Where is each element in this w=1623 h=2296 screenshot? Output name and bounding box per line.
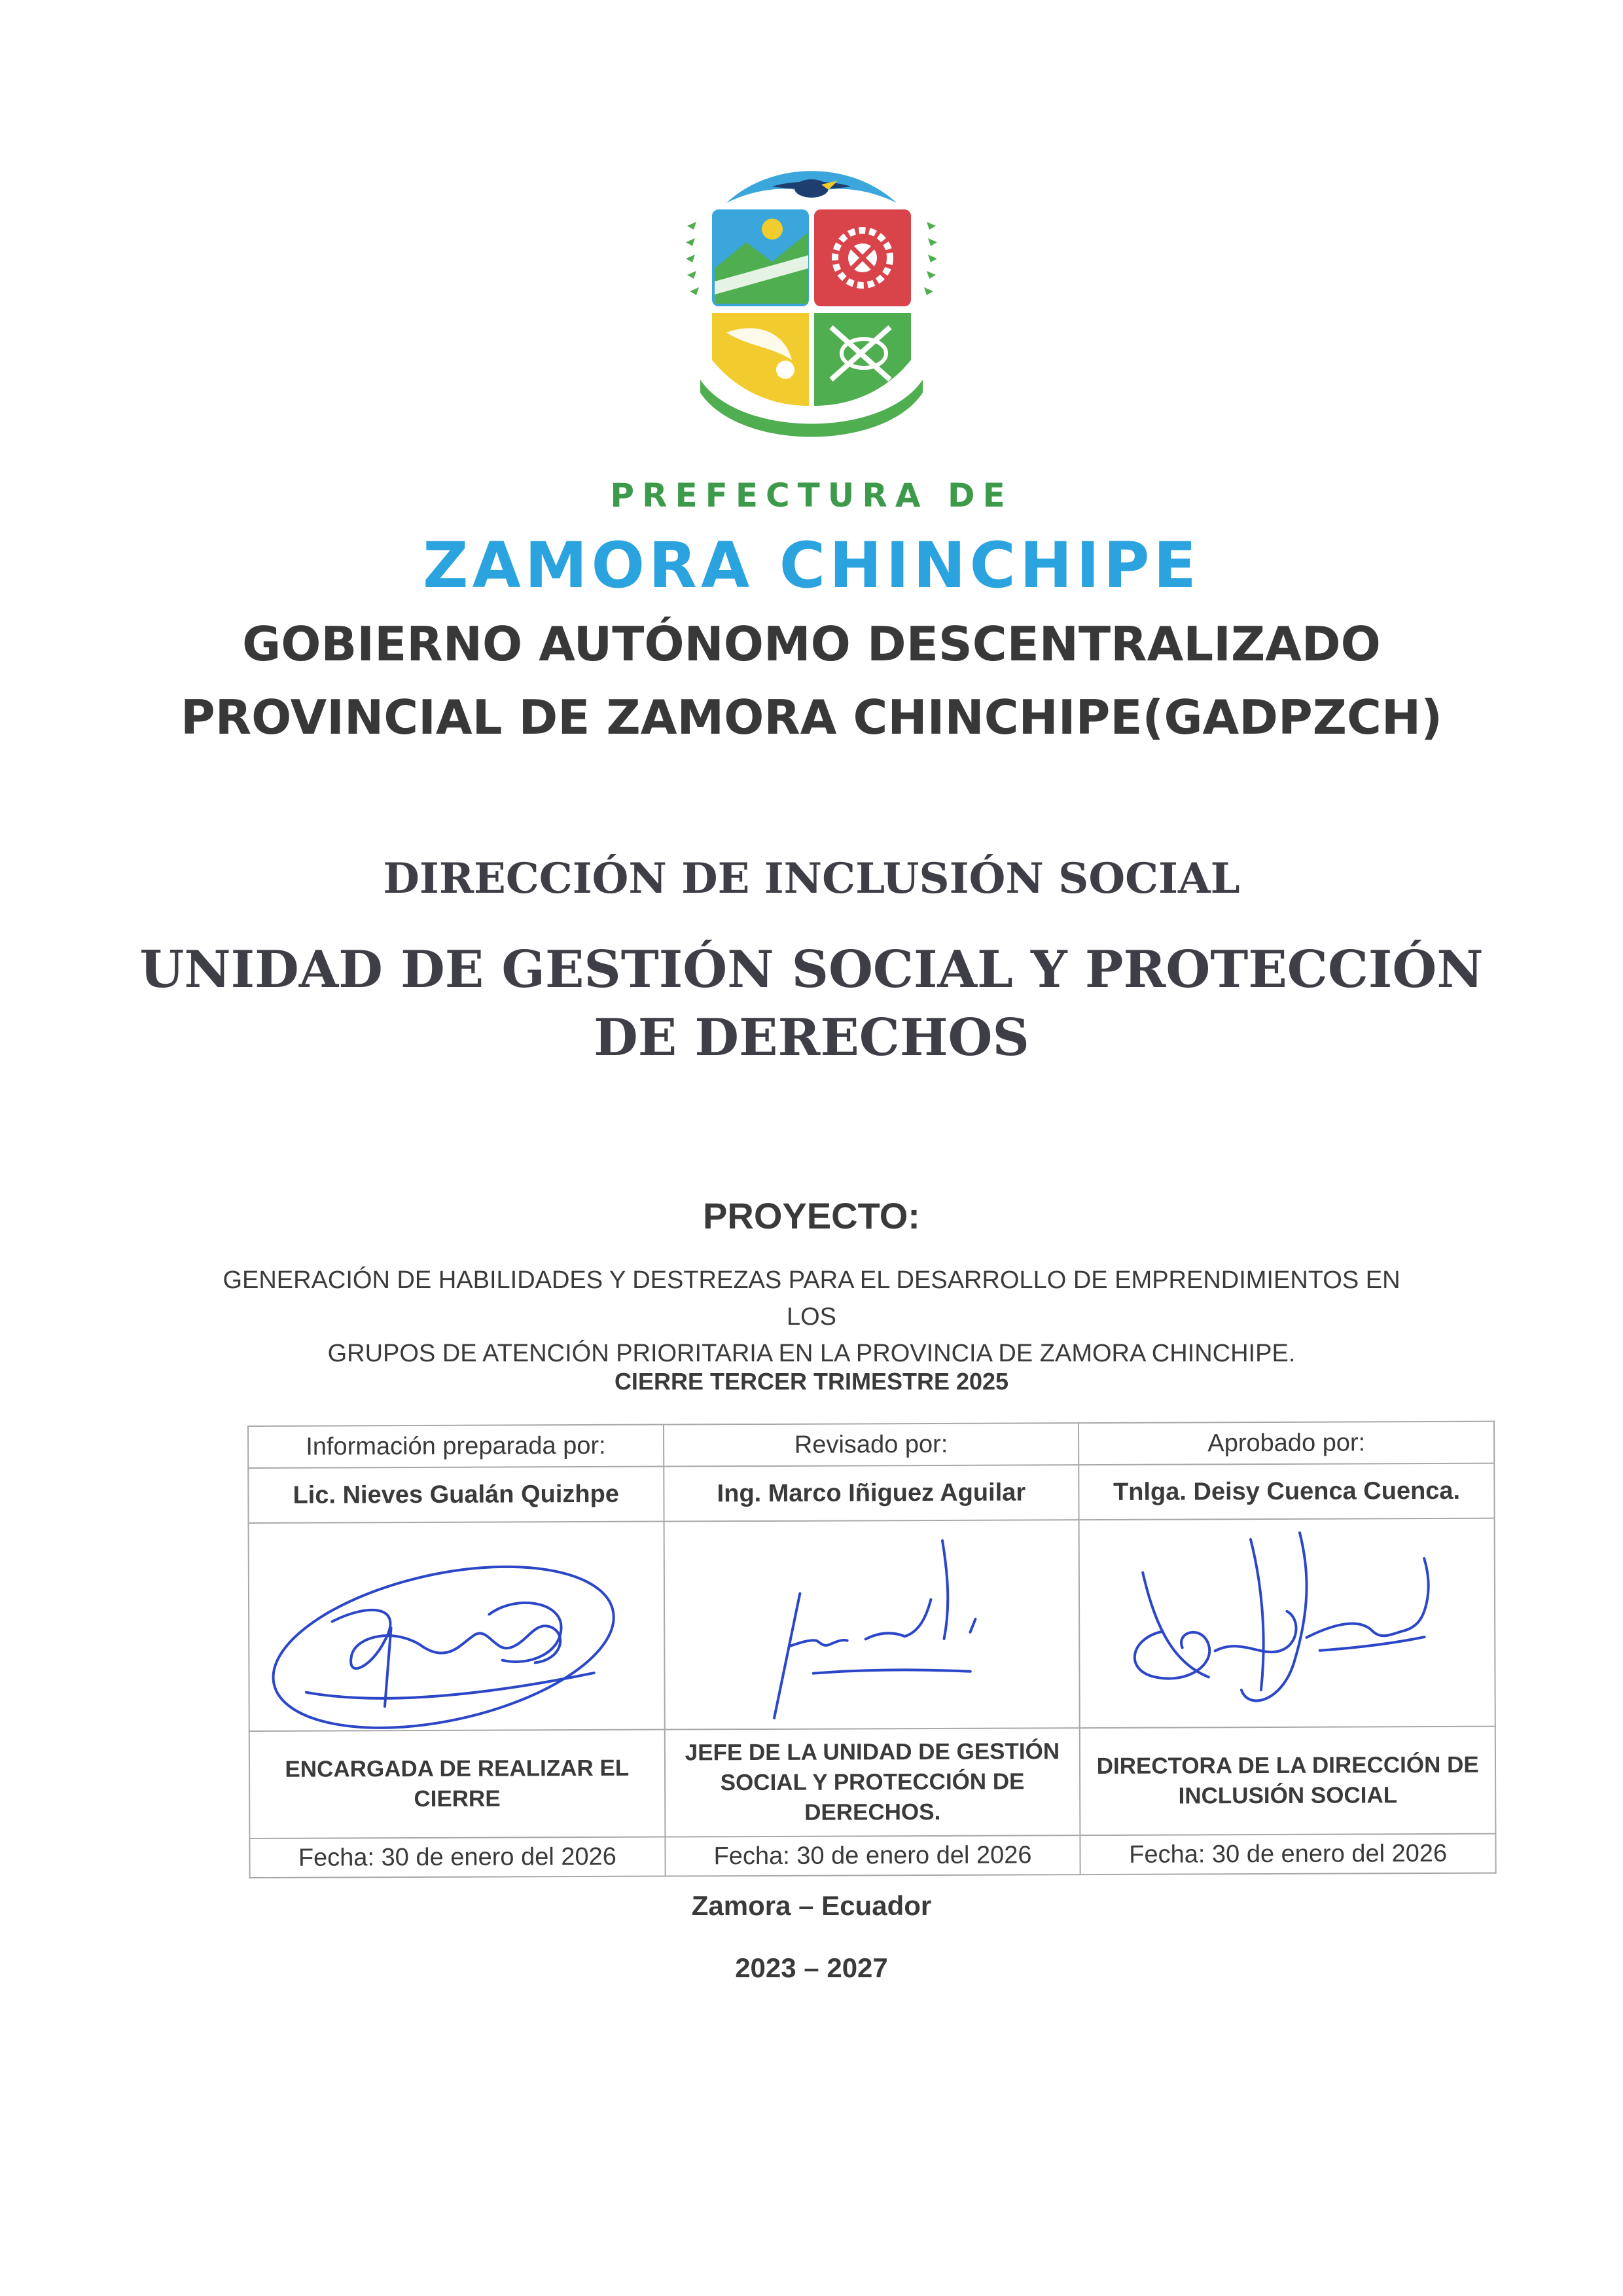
reviewer-signature-cell (664, 1520, 1080, 1729)
prefectura-label: PREFECTURA DE (610, 476, 1013, 514)
direccion-heading: DIRECCIÓN DE INCLUSIÓN SOCIAL (383, 854, 1240, 903)
approver-signature-cell (1079, 1518, 1495, 1728)
reviewer-name: Ing. Marco Iñiguez Aguilar (664, 1465, 1079, 1521)
gobierno-line-2: PROVINCIAL DE ZAMORA CHINCHIPE(GADPZCH) (180, 690, 1443, 745)
unidad-line-2: DE DERECHOS (594, 1008, 1029, 1067)
proyecto-description (223, 1262, 1400, 1372)
signature-table (247, 1421, 1497, 1878)
approver-role-line-1: DIRECTORA DE LA DIRECCIÓN DE (1096, 1751, 1479, 1780)
zamora-chinchipe-title: ZAMORA CHINCHIPE (423, 529, 1200, 602)
preparer-name: Lic. Nieves Gualán Quizhpe (248, 1467, 664, 1523)
preparer-role (249, 1730, 665, 1839)
reviewer-role-line-2: SOCIAL Y PROTECCIÓN DE (720, 1768, 1025, 1796)
unidad-heading (0, 936, 1623, 1072)
approver-signature (1080, 1519, 1495, 1727)
approver-name: Tnlga. Deisy Cuenca Cuenca. (1079, 1463, 1495, 1520)
unidad-line-1: UNIDAD DE GESTIÓN SOCIAL Y PROTECCIÓN (139, 940, 1484, 999)
prepared-by-header: Información preparada por: (248, 1425, 664, 1468)
cierre-label: CIERRE TERCER TRIMESTRE 2025 (614, 1368, 1009, 1395)
preparer-role-line-2: CIERRE (414, 1785, 501, 1812)
reviewer-signature (664, 1520, 1079, 1729)
reviewer-date: Fecha: 30 de enero del 2026 (665, 1835, 1080, 1876)
preparer-signature-cell (249, 1522, 665, 1731)
approver-date: Fecha: 30 de enero del 2026 (1080, 1834, 1496, 1874)
approved-by-header: Aprobado por: (1079, 1422, 1494, 1465)
proyecto-line-2: GRUPOS DE ATENCIÓN PRIORITARIA EN LA PROVINCIA DE ZAMORA CHINCHIPE. (327, 1340, 1296, 1367)
reviewer-role-line-1: JEFE DE LA UNIDAD DE GESTIÓN (685, 1738, 1060, 1766)
coat-of-arms-logo (674, 164, 949, 452)
preparer-date: Fecha: 30 de enero del 2026 (249, 1837, 665, 1878)
reviewer-role (664, 1728, 1080, 1837)
reviewed-by-header: Revisado por: (664, 1423, 1079, 1466)
approver-role (1080, 1727, 1495, 1835)
reviewer-role-line-3: DERECHOS. (804, 1799, 941, 1825)
preparer-signature (249, 1522, 664, 1731)
preparer-role-line-1: ENCARGADA DE REALIZAR EL (285, 1755, 630, 1782)
place-label: Zamora – Ecuador (691, 1890, 932, 1921)
proyecto-label: PROYECTO: (703, 1195, 920, 1236)
period-label: 2023 – 2027 (735, 1952, 888, 1983)
proyecto-line-1: GENERACIÓN DE HABILIDADES Y DESTREZAS PARA EL DESARROLLO DE EMPRENDIMIENTOS EN LOS (223, 1266, 1400, 1331)
gobierno-line-1: GOBIERNO AUTÓNOMO DESCENTRALIZADO (242, 617, 1381, 672)
gobierno-title (0, 607, 1623, 754)
approver-role-line-2: INCLUSIÓN SOCIAL (1178, 1782, 1398, 1809)
condor-icon (726, 171, 897, 203)
